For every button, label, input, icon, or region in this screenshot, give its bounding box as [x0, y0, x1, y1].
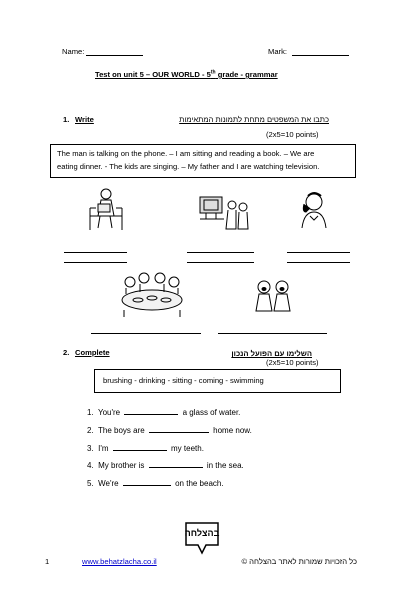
complete-blank-4[interactable]: [149, 459, 203, 468]
complete-item-2: 2. The boys are home now.: [87, 426, 252, 435]
watching-tv-illustration: [196, 193, 252, 233]
kids-singing-illustration: [250, 277, 296, 313]
complete-item-3: 3. I'm my teeth.: [87, 444, 204, 453]
complete-blank-3[interactable]: [113, 442, 167, 451]
answer-line-2a[interactable]: [187, 252, 254, 253]
complete-item-4: 4. My brother is in the sea.: [87, 461, 244, 470]
reading-book-illustration: [84, 186, 128, 232]
sentence-bank-line2: eating dinner. - The kids are singing. – My father and I are watching television.: [57, 162, 320, 171]
answer-line-4[interactable]: [91, 333, 201, 334]
answer-line-1b[interactable]: [64, 262, 127, 263]
page-title: Test on unit 5 – OUR WORLD - 5th grade - grammar: [95, 69, 278, 79]
name-label: Name:: [62, 47, 85, 56]
sentence-bank-box: [50, 144, 356, 178]
section2-number: 2.: [63, 348, 70, 357]
section1-title: Write: [75, 115, 94, 124]
answer-line-3b[interactable]: [287, 262, 350, 263]
mark-blank[interactable]: [292, 55, 349, 56]
talking-phone-illustration: [296, 190, 332, 230]
complete-blank-1[interactable]: [124, 406, 178, 415]
mark-label: Mark:: [268, 47, 287, 56]
copyright-text: כל הזכויות שמורות לאתר בהצלחה ©: [241, 557, 357, 566]
answer-line-2b[interactable]: [187, 262, 254, 263]
answer-line-3a[interactable]: [287, 252, 350, 253]
section1-points: (2x5=10 points): [266, 130, 319, 139]
complete-blank-2[interactable]: [149, 424, 209, 433]
section2-points: (2x5=10 points): [266, 358, 319, 367]
section2-title: Complete: [75, 348, 110, 357]
complete-item-5: 5. We're on the beach.: [87, 479, 224, 488]
word-bank-text: brushing - drinking - sitting - coming - swimming: [103, 376, 264, 385]
eating-dinner-illustration: [118, 270, 186, 318]
behatzlacha-logo: [184, 521, 220, 555]
name-blank[interactable]: [86, 55, 143, 56]
answer-line-1a[interactable]: [64, 252, 127, 253]
section1-number: 1.: [63, 115, 70, 124]
complete-item-1: 1. You're a glass of water.: [87, 408, 241, 417]
answer-line-5[interactable]: [218, 333, 327, 334]
page-number: 1: [45, 557, 50, 566]
website-link[interactable]: www.behatzlacha.co.il: [82, 557, 157, 566]
complete-blank-5[interactable]: [123, 477, 171, 486]
word-bank-box: [94, 369, 341, 393]
logo-text: בהצלחה: [184, 528, 220, 538]
section2-hebrew-instruction: השלימו עם הפועל הנכון: [231, 349, 312, 358]
sentence-bank-line1: The man is talking on the phone. – I am sitting and reading a book. – We are: [57, 149, 315, 158]
section1-hebrew-instruction: כתבו את המשפטים מתחת לתמונות המתאימות: [179, 115, 329, 124]
